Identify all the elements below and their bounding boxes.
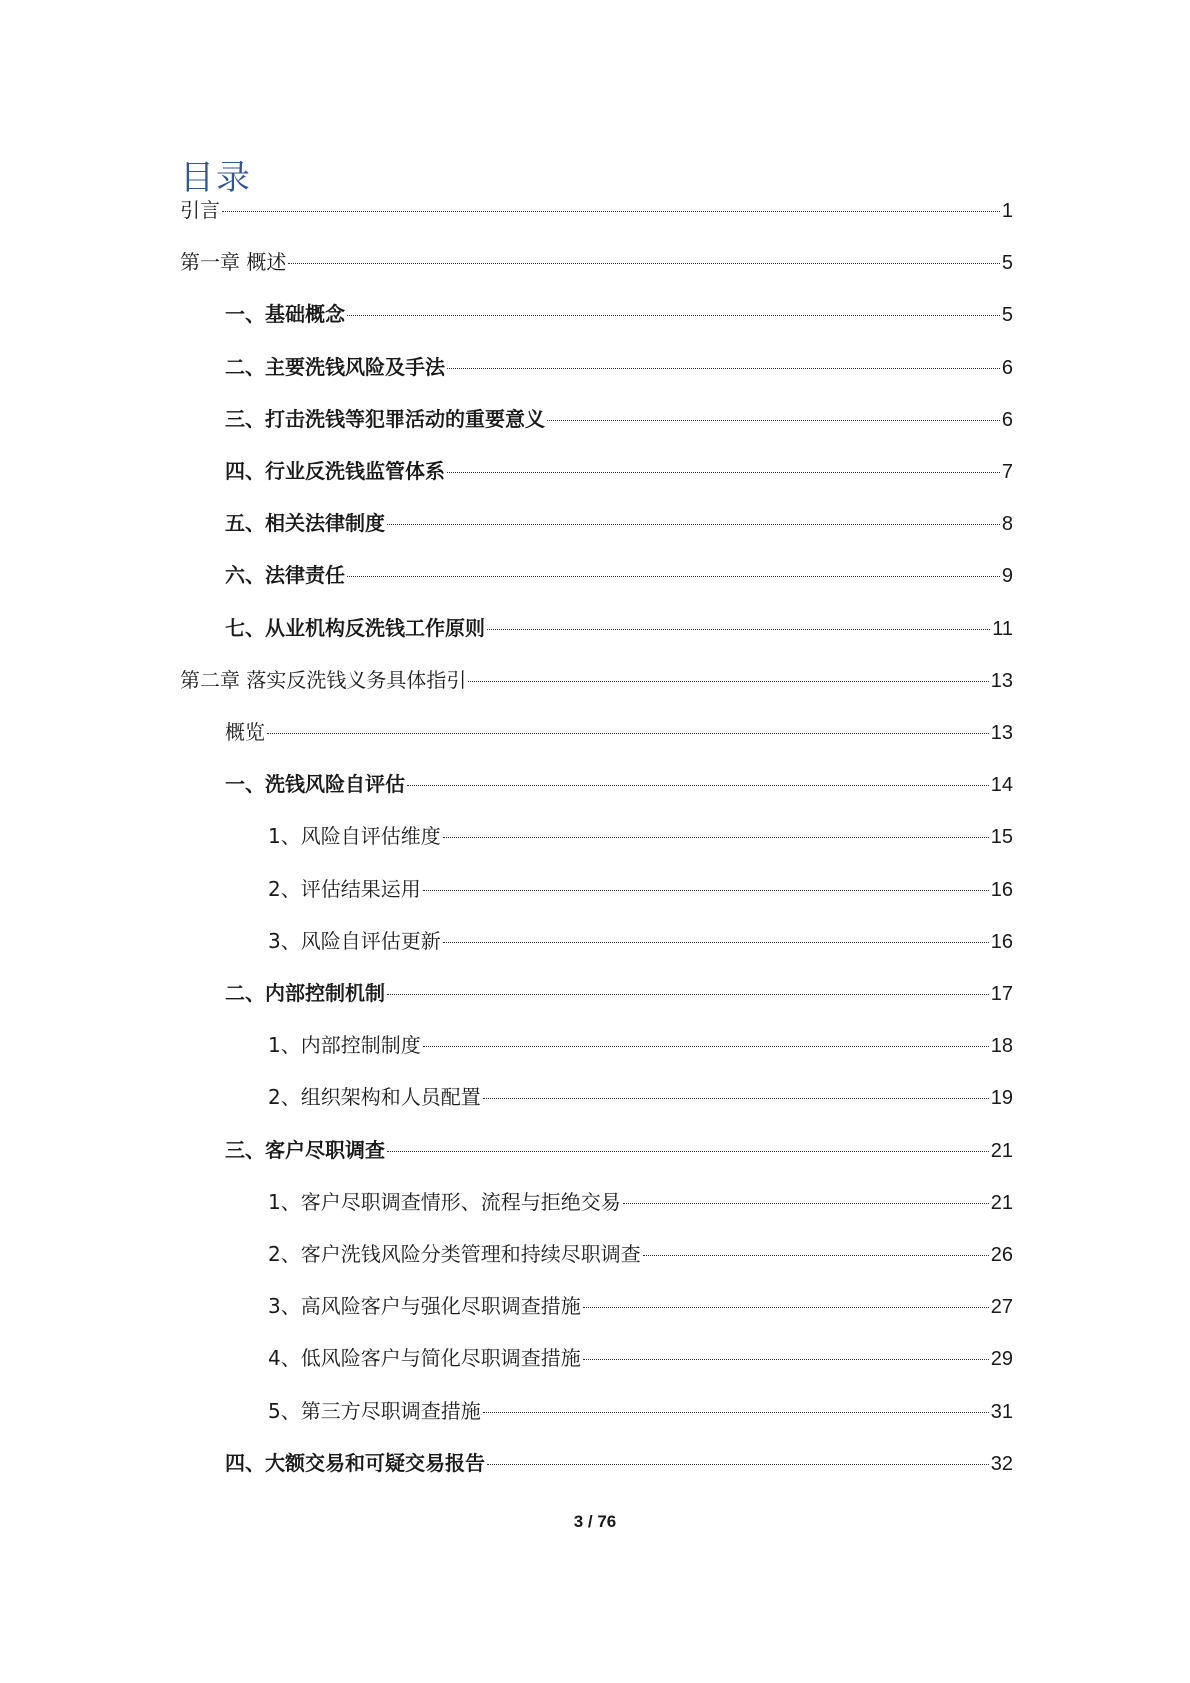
toc-entry[interactable] <box>180 1130 1013 1170</box>
toc-entry[interactable] <box>180 1234 1013 1274</box>
toc-entry-label: 概览 <box>225 720 265 744</box>
toc-entry[interactable] <box>180 399 1013 439</box>
toc-dot-leader <box>583 1307 989 1308</box>
toc-entry[interactable] <box>180 921 1013 961</box>
toc-entry-page-number: 21 <box>990 1191 1013 1214</box>
toc-entry-page-number: 19 <box>990 1087 1013 1110</box>
toc-dot-leader <box>643 1255 989 1256</box>
toc-dot-leader <box>407 785 989 786</box>
toc-dot-leader <box>288 263 1000 264</box>
toc-entry-label: 六、法律责任 <box>225 563 345 588</box>
toc-entry[interactable] <box>180 869 1013 909</box>
toc-entry-page-number: 16 <box>990 930 1013 953</box>
toc-entry-label: 第二章 落实反洗钱义务具体指引 <box>180 667 467 692</box>
toc-entry[interactable] <box>180 1286 1013 1326</box>
toc-entry-page-number: 14 <box>990 774 1013 797</box>
toc-dot-leader <box>487 1464 989 1465</box>
toc-entry-label: 2、组织架构和人员配置 <box>268 1085 481 1110</box>
toc-entry-page-number: 11 <box>992 617 1013 640</box>
toc-entry-page-number: 27 <box>990 1296 1013 1319</box>
toc-entry-label: 四、行业反洗钱监管体系 <box>225 459 445 483</box>
toc-entry-page-number: 5 <box>1001 252 1013 275</box>
toc-entry-label: 二、内部控制机制 <box>225 981 385 1005</box>
toc-entry[interactable] <box>180 451 1013 491</box>
toc-entry[interactable] <box>180 294 1013 334</box>
toc-dot-leader <box>347 315 1000 316</box>
toc-dot-leader <box>447 368 1000 369</box>
page-footer: 3 / 76 <box>573 1512 617 1531</box>
toc-dot-leader <box>583 1359 989 1360</box>
toc-entry-page-number: 21 <box>990 1139 1013 1162</box>
toc-entry-page-number: 29 <box>990 1348 1013 1371</box>
toc-entry-label: 三、客户尽职调查 <box>225 1137 385 1162</box>
toc-entry[interactable] <box>180 1443 1013 1483</box>
toc-dot-leader <box>387 1151 989 1152</box>
toc-entry-page-number: 16 <box>990 878 1013 901</box>
toc-entry-page-number: 13 <box>990 669 1013 692</box>
toc-dot-leader <box>447 472 1000 473</box>
toc-entry[interactable] <box>180 712 1013 752</box>
toc-entry[interactable] <box>180 1391 1013 1431</box>
toc-dot-leader <box>443 837 989 838</box>
toc-entry-label: 引言 <box>180 198 220 222</box>
toc-dot-leader <box>423 1046 989 1047</box>
toc-entry-page-number: 6 <box>1001 356 1013 379</box>
toc-entry-page-number: 13 <box>990 722 1013 744</box>
toc-dot-leader <box>267 733 989 734</box>
toc-dot-leader <box>347 576 1000 577</box>
toc-entry-label: 3、高风险客户与强化尽职调查措施 <box>268 1294 581 1319</box>
toc-entry[interactable] <box>180 190 1013 230</box>
toc-entry-label: 二、主要洗钱风险及手法 <box>225 354 445 379</box>
toc-entry-page-number: 17 <box>990 983 1013 1005</box>
toc-entry-label: 3、风险自评估更新 <box>268 928 441 953</box>
toc-entry-page-number: 8 <box>1001 513 1013 536</box>
toc-dot-leader <box>387 524 1000 525</box>
toc-entry-label: 5、第三方尽职调查措施 <box>268 1398 481 1423</box>
toc-entry-page-number: 9 <box>1001 565 1013 588</box>
toc-entry[interactable] <box>180 1182 1013 1222</box>
toc-entry-page-number: 32 <box>990 1452 1013 1475</box>
toc-dot-leader <box>443 942 989 943</box>
toc-entry-page-number: 26 <box>990 1244 1013 1266</box>
toc-entry[interactable] <box>180 242 1013 282</box>
toc-dot-leader <box>222 211 1000 212</box>
toc-entry-page-number: 6 <box>1001 408 1013 431</box>
toc-dot-leader <box>387 994 989 995</box>
toc-entry[interactable] <box>180 1077 1013 1117</box>
toc-title: 目录 <box>180 158 252 198</box>
toc-entry[interactable] <box>180 973 1013 1013</box>
toc-entry[interactable] <box>180 816 1013 856</box>
toc-entry[interactable] <box>180 608 1013 648</box>
toc-entry-label: 1、客户尽职调查情形、流程与拒绝交易 <box>268 1189 621 1214</box>
toc-entry-label: 一、基础概念 <box>225 302 345 327</box>
toc-entry-page-number: 18 <box>990 1035 1013 1058</box>
toc-dot-leader <box>483 1412 989 1413</box>
toc-entry-page-number: 1 <box>1001 200 1013 222</box>
toc-entry-label: 1、风险自评估维度 <box>268 824 441 849</box>
toc-entry-label: 1、内部控制制度 <box>268 1033 421 1058</box>
toc-dot-leader <box>547 420 1000 421</box>
toc-dot-leader <box>623 1203 989 1204</box>
toc-dot-leader <box>487 629 990 630</box>
toc-entry-page-number: 7 <box>1001 461 1013 483</box>
toc-dot-leader <box>483 1098 989 1099</box>
toc-dot-leader <box>423 890 989 891</box>
toc-entry-label: 一、洗钱风险自评估 <box>225 772 405 797</box>
toc-entry[interactable] <box>180 1338 1013 1378</box>
toc-entry-label: 五、相关法律制度 <box>225 511 385 536</box>
toc-entry[interactable] <box>180 764 1013 804</box>
toc-entry-label: 第一章 概述 <box>180 250 287 275</box>
toc-entry-label: 三、打击洗钱等犯罪活动的重要意义 <box>225 406 545 431</box>
toc-entry-label: 七、从业机构反洗钱工作原则 <box>225 615 485 640</box>
toc-entry-page-number: 5 <box>1001 304 1013 327</box>
toc-entry-label: 四、大额交易和可疑交易报告 <box>225 1450 485 1475</box>
toc-entry[interactable] <box>180 555 1013 595</box>
toc-entry-page-number: 31 <box>990 1400 1013 1423</box>
toc-entry[interactable] <box>180 1025 1013 1065</box>
toc-entry[interactable] <box>180 503 1013 543</box>
toc-entry-label: 2、客户洗钱风险分类管理和持续尽职调查 <box>268 1242 641 1266</box>
toc-entry-page-number: 15 <box>990 826 1013 849</box>
toc-dot-leader <box>468 681 988 682</box>
toc-entry[interactable] <box>180 347 1013 387</box>
toc-entry-label: 4、低风险客户与简化尽职调查措施 <box>268 1346 581 1371</box>
toc-entry[interactable] <box>180 660 1013 700</box>
toc-entry-label: 2、评估结果运用 <box>268 876 421 901</box>
